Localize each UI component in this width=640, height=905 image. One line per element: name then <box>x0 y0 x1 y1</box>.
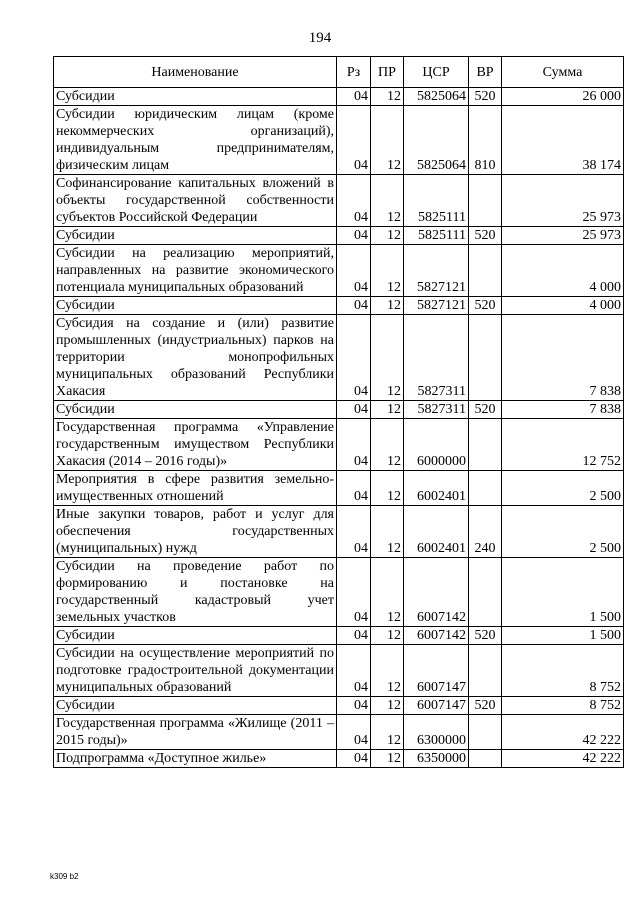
cell-sum: 2 500 <box>502 471 624 506</box>
cell-sum: 25 973 <box>502 175 624 227</box>
cell-name: Субсидии <box>54 297 337 315</box>
header-pr: ПР <box>371 57 404 88</box>
cell-pr: 12 <box>371 715 404 750</box>
cell-sum: 42 222 <box>502 750 624 768</box>
header-name: Наименование <box>54 57 337 88</box>
table-row <box>54 419 624 471</box>
cell-vr: 810 <box>469 106 502 175</box>
cell-name: Субсидия на создание и (или) развитие промышленных (индустриальных) парков на территории монопрофильных муниципальных образований Республики Хакасия <box>54 315 337 401</box>
cell-vr <box>469 315 502 401</box>
cell-name: Иные закупки товаров, работ и услуг для обеспечения государственных (муниципальных) нужд <box>54 506 337 558</box>
cell-name: Государственная программа «Управление государственным имуществом Республики Хакасия (2014 – 2016 годы)» <box>54 419 337 471</box>
cell-csr: 5825111 <box>404 227 469 245</box>
cell-pr: 12 <box>371 175 404 227</box>
cell-sum: 12 752 <box>502 419 624 471</box>
cell-vr: 520 <box>469 627 502 645</box>
cell-pr: 12 <box>371 88 404 106</box>
cell-vr <box>469 471 502 506</box>
cell-vr <box>469 750 502 768</box>
cell-csr: 6007147 <box>404 697 469 715</box>
cell-sum: 7 838 <box>502 401 624 419</box>
cell-sum: 4 000 <box>502 245 624 297</box>
cell-name: Субсидии <box>54 88 337 106</box>
cell-sum: 7 838 <box>502 315 624 401</box>
cell-pr: 12 <box>371 558 404 627</box>
cell-sum: 38 174 <box>502 106 624 175</box>
table-row <box>54 227 624 245</box>
table-row <box>54 506 624 558</box>
cell-csr: 5827311 <box>404 401 469 419</box>
cell-pr: 12 <box>371 401 404 419</box>
table-row <box>54 645 624 697</box>
table-row <box>54 471 624 506</box>
cell-sum: 2 500 <box>502 506 624 558</box>
cell-rz: 04 <box>337 106 371 175</box>
cell-name: Субсидии на реализацию мероприятий, направленных на развитие экономического потенциала муниципальных образований <box>54 245 337 297</box>
cell-name: Мероприятия в сфере развития земельно-имущественных отношений <box>54 471 337 506</box>
cell-rz: 04 <box>337 88 371 106</box>
cell-rz: 04 <box>337 645 371 697</box>
table-row <box>54 697 624 715</box>
cell-sum: 4 000 <box>502 297 624 315</box>
cell-name: Субсидии <box>54 627 337 645</box>
cell-rz: 04 <box>337 697 371 715</box>
cell-pr: 12 <box>371 506 404 558</box>
cell-pr: 12 <box>371 419 404 471</box>
cell-pr: 12 <box>371 627 404 645</box>
cell-sum: 42 222 <box>502 715 624 750</box>
cell-rz: 04 <box>337 715 371 750</box>
table-row <box>54 297 624 315</box>
table-row <box>54 315 624 401</box>
cell-csr: 6002401 <box>404 471 469 506</box>
cell-vr <box>469 715 502 750</box>
table-row <box>54 715 624 750</box>
table-header-row <box>54 57 624 88</box>
cell-rz: 04 <box>337 315 371 401</box>
cell-vr <box>469 558 502 627</box>
cell-pr: 12 <box>371 106 404 175</box>
cell-vr: 520 <box>469 227 502 245</box>
cell-csr: 5827121 <box>404 297 469 315</box>
cell-name: Субсидии на проведение работ по формированию и постановке на государственный кадастровый учет земельных участков <box>54 558 337 627</box>
budget-table <box>53 56 624 768</box>
cell-csr: 6007147 <box>404 645 469 697</box>
cell-csr: 5825064 <box>404 88 469 106</box>
cell-rz: 04 <box>337 750 371 768</box>
cell-sum: 8 752 <box>502 645 624 697</box>
table-body <box>54 88 624 768</box>
table-row <box>54 106 624 175</box>
cell-name: Субсидии <box>54 401 337 419</box>
cell-csr: 6007142 <box>404 627 469 645</box>
page-number: 194 <box>308 30 332 46</box>
cell-sum: 1 500 <box>502 558 624 627</box>
cell-name: Субсидии <box>54 227 337 245</box>
cell-rz: 04 <box>337 471 371 506</box>
cell-rz: 04 <box>337 419 371 471</box>
table-row <box>54 627 624 645</box>
cell-csr: 6000000 <box>404 419 469 471</box>
header-csr: ЦСР <box>404 57 469 88</box>
cell-rz: 04 <box>337 401 371 419</box>
cell-vr: 520 <box>469 401 502 419</box>
cell-csr: 5825111 <box>404 175 469 227</box>
cell-csr: 6300000 <box>404 715 469 750</box>
cell-vr <box>469 175 502 227</box>
cell-csr: 6007142 <box>404 558 469 627</box>
cell-name: Субсидии <box>54 697 337 715</box>
cell-vr: 520 <box>469 297 502 315</box>
table-row <box>54 750 624 768</box>
cell-pr: 12 <box>371 297 404 315</box>
cell-pr: 12 <box>371 227 404 245</box>
cell-rz: 04 <box>337 506 371 558</box>
header-sum: Сумма <box>502 57 624 88</box>
cell-csr: 6002401 <box>404 506 469 558</box>
cell-name: Субсидии юридическим лицам (кроме некоммерческих организаций), индивидуальным предпринимателям, физическим лицам <box>54 106 337 175</box>
cell-rz: 04 <box>337 297 371 315</box>
cell-pr: 12 <box>371 245 404 297</box>
cell-csr: 5827311 <box>404 315 469 401</box>
table-row <box>54 401 624 419</box>
cell-vr <box>469 245 502 297</box>
cell-sum: 8 752 <box>502 697 624 715</box>
cell-sum: 26 000 <box>502 88 624 106</box>
footer-code: k309 b2 <box>50 872 79 881</box>
cell-csr: 6350000 <box>404 750 469 768</box>
table-row <box>54 245 624 297</box>
cell-vr: 240 <box>469 506 502 558</box>
cell-pr: 12 <box>371 645 404 697</box>
cell-pr: 12 <box>371 471 404 506</box>
cell-name: Государственная программа «Жилище (2011 – 2015 годы)» <box>54 715 337 750</box>
cell-csr: 5827121 <box>404 245 469 297</box>
cell-name: Подпрограмма «Доступное жилье» <box>54 750 337 768</box>
cell-sum: 1 500 <box>502 627 624 645</box>
cell-vr <box>469 419 502 471</box>
cell-name: Субсидии на осуществление мероприятий по подготовке градостроительной документации муниципальных образований <box>54 645 337 697</box>
header-vr: ВР <box>469 57 502 88</box>
cell-vr: 520 <box>469 88 502 106</box>
header-rz: Рз <box>337 57 371 88</box>
cell-rz: 04 <box>337 558 371 627</box>
cell-rz: 04 <box>337 627 371 645</box>
cell-sum: 25 973 <box>502 227 624 245</box>
cell-vr <box>469 645 502 697</box>
cell-vr: 520 <box>469 697 502 715</box>
cell-rz: 04 <box>337 175 371 227</box>
cell-csr: 5825064 <box>404 106 469 175</box>
cell-rz: 04 <box>337 227 371 245</box>
cell-pr: 12 <box>371 315 404 401</box>
cell-name: Софинансирование капитальных вложений в объекты государственной собственности субъектов Российской Федерации <box>54 175 337 227</box>
cell-rz: 04 <box>337 245 371 297</box>
table-row <box>54 558 624 627</box>
table-row <box>54 88 624 106</box>
cell-pr: 12 <box>371 750 404 768</box>
table-row <box>54 175 624 227</box>
cell-pr: 12 <box>371 697 404 715</box>
